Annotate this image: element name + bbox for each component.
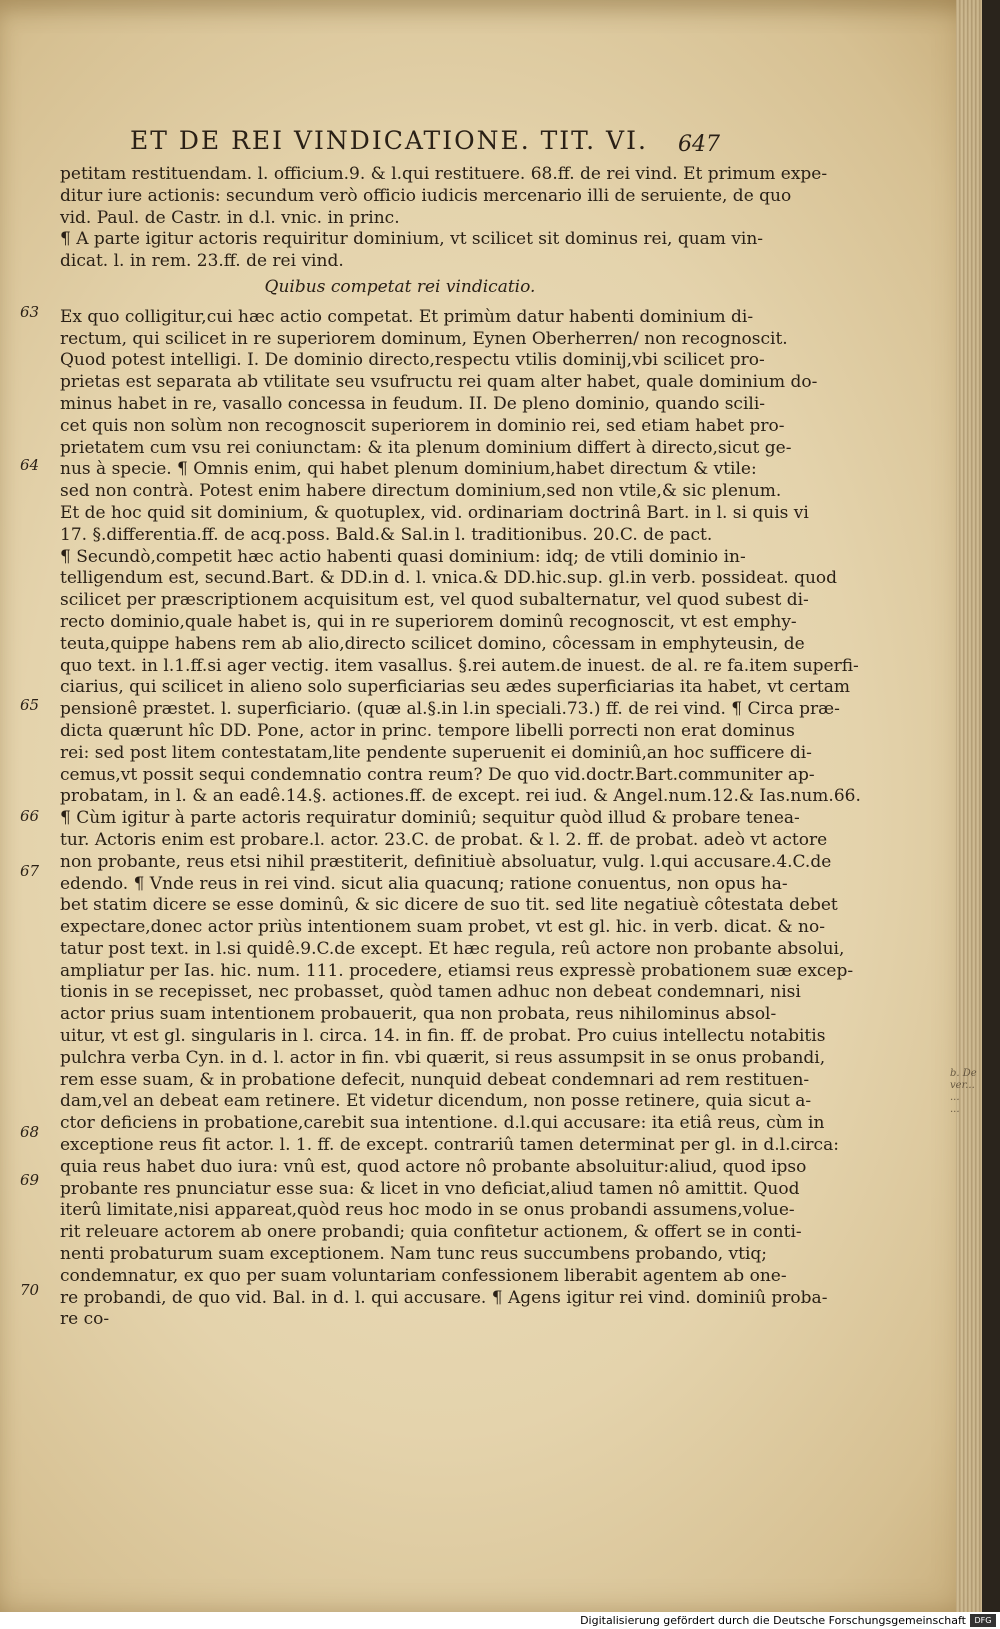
dfg-logo: DFG xyxy=(970,1614,996,1627)
text-line: telligendum est, secund.Bart. & DD.in d. l. vnica.& DD.hic.sup. gl.in verb. possideat. quod xyxy=(60,568,838,589)
margin-number: 69 xyxy=(20,1171,40,1189)
text-line: non probante, reus etsi nihil præstiterit, definitiuè absoluatur, vulg. l.qui accusare.4.C.de xyxy=(60,851,832,872)
text-line: rei: sed post litem contestatam,lite pendente superuenit ei dominiû,an hoc sufficere di- xyxy=(60,742,812,763)
page-number: 647 xyxy=(678,132,720,157)
text-line: Et de hoc quid sit dominium, & quotuplex, vid. ordinariam doctrinâ Bart. in l. si quis vi xyxy=(60,502,809,523)
text-line: dicta quærunt hîc DD. Pone, actor in princ. tempore libelli porrecti non erat dominus xyxy=(60,720,795,741)
margin-number: 67 xyxy=(20,862,40,880)
text-line: quia reus habet duo iura: vnû est, quod actore nô probante absoluitur:aliud, quod ipso xyxy=(60,1156,807,1177)
footer-credit: Digitalisierung gefördert durch die Deutsche Forschungsgemeinschaft xyxy=(580,1614,966,1627)
text-line: probatam, in l. & an eadê.14.§. actiones.ff. de except. rei iud. & Angel.num.12.& Ias.num.66. xyxy=(60,786,861,807)
margin-number: 66 xyxy=(20,807,40,825)
text-line: ciarius, qui scilicet in alieno solo superficiarias seu ædes superficiarias ita habet, vt certam xyxy=(60,677,850,698)
text-line: ¶ Cùm igitur à parte actoris requiratur dominiû; sequitur quòd illud & probare tenea- xyxy=(60,808,800,829)
margin-number: 64 xyxy=(20,456,40,474)
text-line: cet quis non solùm non recognoscit superiorem in dominio rei, sed etiam habet pro- xyxy=(60,415,785,436)
text-line: dam,vel an debeat eam retinere. Et videtur dicendum, non posse retinere, quia sicut a- xyxy=(60,1091,812,1112)
text-line: ctor deficiens in probatione,carebit sua intentione. d.l.qui accusare: ita etiâ reus, cùm in xyxy=(60,1113,825,1134)
marginal-note-line: ... xyxy=(950,1092,960,1103)
subheading: Quibus competat rei vindicatio. xyxy=(264,276,536,297)
text-line: scilicet per præscriptionem acquisitum est, vel quod subalternatur, vel quod subest di- xyxy=(60,590,809,611)
text-line: re co- xyxy=(60,1309,110,1330)
text-line: quo text. in l.1.ff.si ager vectig. item vasallus. §.rei autem.de inuest. de al. re fa.item superfi- xyxy=(60,655,859,676)
text-line: vid. Paul. de Castr. in d.l. vnic. in princ. xyxy=(60,207,400,228)
text-line: rit releuare actorem ab onere probandi; quia confitetur actionem, & offert se in conti- xyxy=(60,1222,802,1243)
text-line: cemus,vt possit sequi condemnatio contra reum? De quo vid.doctr.Bart.communiter ap- xyxy=(60,764,815,785)
text-block xyxy=(60,164,861,1331)
text-line: ditur iure actionis: secundum verò officio iudicis mercenario illi de seruiente, de quo xyxy=(60,185,792,206)
text-line: ¶ A parte igitur actoris requiritur dominium, vt scilicet sit dominus rei, quam vin- xyxy=(60,229,764,250)
paragraph-b xyxy=(60,306,861,1331)
text-line: tur. Actoris enim est probare.l. actor. 23.C. de probat. & l. 2. ff. de probat. adeò vt actore xyxy=(60,829,828,850)
text-line: sed non contrà. Potest enim habere directum dominium,sed non vtile,& sic plenum. xyxy=(60,481,782,502)
text-line: probante res pnunciatur esse sua: & licet in vno deficiat,aliud tamen nô amittit. Quod xyxy=(60,1178,800,1199)
marginal-note xyxy=(950,1068,977,1116)
margin-number: 70 xyxy=(20,1281,40,1299)
text-line: iterû limitate,nisi appareat,quòd reus hoc modo in se onus probandi assumens,volue- xyxy=(60,1200,795,1221)
text-line: condemnatur, ex quo per suam voluntariam confessionem liberabit agentem ab one- xyxy=(60,1265,787,1286)
text-line: dicat. l. in rem. 23.ff. de rei vind. xyxy=(60,251,344,272)
text-line: re probandi, de quo vid. Bal. in d. l. qui accusare. ¶ Agens igitur rei vind. dominiû proba- xyxy=(60,1287,828,1308)
text-line: bet statim dicere se esse dominû, & sic dicere de suo tit. sed lite negatiuè côtestata debet xyxy=(60,895,838,916)
text-line: exceptione reus fit actor. l. 1. ff. de except. contrariû tamen determinat per gl. in d.l.circa: xyxy=(60,1135,839,1156)
paragraph-a xyxy=(60,164,828,273)
footer-bar xyxy=(0,1612,1000,1629)
text-line: Quod potest intelligi. I. De dominio directo,respectu vtilis dominij,vbi scilicet pro- xyxy=(60,350,765,371)
text-line: edendo. ¶ Vnde reus in rei vind. sicut alia quacunq; ratione conuentus, non opus ha- xyxy=(60,873,788,894)
page-edge xyxy=(956,0,982,1612)
text-line: 17. §.differentia.ff. de acq.poss. Bald.& Sal.in l. traditionibus. 20.C. de pact. xyxy=(60,524,713,545)
text-line: rem esse suam, & in probatione defecit, nunquid debeat condemnari ad rem restituen- xyxy=(60,1069,810,1090)
text-line: ¶ Secundò,competit hæc actio habenti quasi dominium: idq; de vtili dominio in- xyxy=(60,546,746,567)
text-line: prietatem cum vsu rei coniunctam: & ita plenum dominium differt à directo,sicut ge- xyxy=(60,437,792,458)
margin-number: 63 xyxy=(20,303,40,321)
text-line: prietas est separata ab vtilitate seu vsufructu rei quam alter habet, quale dominium do- xyxy=(60,372,818,393)
marginal-note-line: ver... xyxy=(950,1080,975,1091)
text-line: expectare,donec actor priùs intentionem suam probet, vt est gl. hic. in verb. dicat. & no- xyxy=(60,917,825,938)
text-line: Ex quo colligitur,cui hæc actio competat. Et primùm datur habenti dominium di- xyxy=(60,306,754,327)
margin-number: 68 xyxy=(20,1123,40,1141)
text-line: tatur post text. in l.si quidê.9.C.de except. Et hæc regula, reû actore non probante absolui, xyxy=(60,938,845,959)
text-line: recto dominio,quale habet is, qui in re superiorem dominû recognoscit, vt est emphy- xyxy=(60,611,797,632)
text-line: teuta,quippe habens rem ab alio,directo scilicet domino, côcessam in emphyteusin, de xyxy=(60,633,805,654)
text-line: ampliatur per Ias. hic. num. 111. procedere, etiamsi reus expressè probationem suæ excep- xyxy=(60,960,854,981)
marginal-note-line: ... xyxy=(950,1104,960,1115)
text-line: actor prius suam intentionem probauerit, qua non probata, reus nihilominus absol- xyxy=(60,1004,777,1025)
marginal-note-line: b. De xyxy=(950,1068,977,1079)
text-line: pulchra verba Cyn. in d. l. actor in fin. vbi quærit, si reus assumpsit in se onus probandi, xyxy=(60,1047,826,1068)
text-line: minus habet in re, vasallo concessa in feudum. II. De pleno dominio, quando scili- xyxy=(60,393,766,414)
text-line: nenti probaturum suam exceptionem. Nam tunc reus succumbens probando, vtiq; xyxy=(60,1244,768,1265)
running-title: ET DE REI VINDICATIONE. TIT. VI. xyxy=(130,126,648,155)
text-line: nus à specie. ¶ Omnis enim, qui habet plenum dominium,habet directum & vtile: xyxy=(60,459,757,480)
text-line: tionis in se recepisset, nec probasset, quòd tamen adhuc non debeat condemnari, nisi xyxy=(60,982,801,1003)
margin-number: 65 xyxy=(20,696,40,714)
text-line: rectum, qui scilicet in re superiorem dominum, Eynen Oberherren/ non recognoscit. xyxy=(60,328,788,349)
text-line: pensionê præstet. l. superficiario. (quæ al.§.in l.in speciali.73.) ff. de rei vind. ¶ Circa præ- xyxy=(60,699,840,720)
text-line: uitur, vt est gl. singularis in l. circa. 14. in fin. ff. de probat. Pro cuius intellectu notabitis xyxy=(60,1026,826,1047)
text-line: petitam restituendam. l. officium.9. & l.qui restituere. 68.ff. de rei vind. Et primum expe- xyxy=(60,164,828,184)
